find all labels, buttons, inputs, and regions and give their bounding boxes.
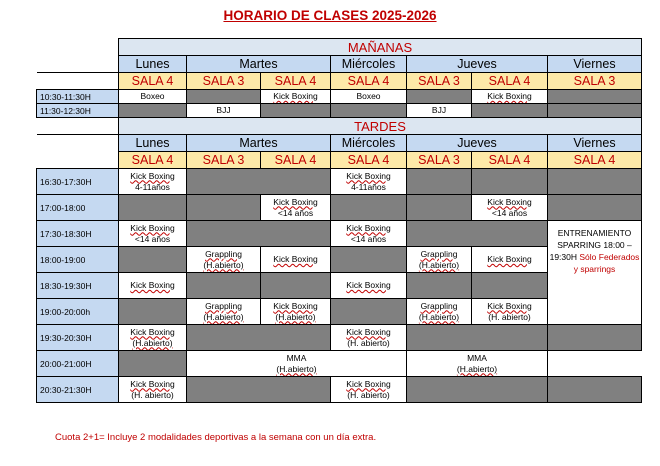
class-name: Kick Boxing	[130, 170, 175, 181]
empty-slot	[407, 169, 472, 195]
class-name: Kick Boxing	[130, 280, 175, 290]
time-slot: 17:00-18:00	[37, 195, 119, 221]
class-detail: (H. abierto)	[131, 389, 174, 400]
empty-slot	[187, 377, 331, 403]
empty-slot	[548, 169, 642, 195]
empty-slot	[472, 104, 548, 118]
day-viernes: Viernes	[548, 135, 642, 152]
class-detail: (H. abierto)	[488, 311, 531, 322]
empty-slot	[119, 195, 187, 221]
empty-slot	[548, 195, 642, 221]
day-miercoles: Miércoles	[331, 56, 407, 73]
class-cell: Boxeo	[119, 90, 187, 104]
class-cell	[407, 351, 548, 377]
class-cell	[331, 273, 407, 299]
class-name: Kick Boxing	[487, 254, 532, 264]
sala-header: SALA 3	[187, 73, 261, 90]
class-name: Kick Boxing	[130, 378, 175, 389]
empty-slot	[407, 325, 548, 351]
day-jueves: Jueves	[407, 56, 548, 73]
empty-slot	[548, 325, 642, 351]
empty-slot	[472, 169, 548, 195]
time-slot: 16:30-17:30H	[37, 169, 119, 195]
class-cell: BJJ	[187, 104, 261, 118]
sala-header: SALA 3	[187, 152, 261, 169]
sparring-title: SPARRING	[557, 240, 602, 250]
sala-header: SALA 4	[261, 152, 331, 169]
class-cell	[331, 325, 407, 351]
sparring-block	[548, 221, 642, 325]
empty-slot	[119, 351, 187, 377]
empty-slot	[548, 104, 642, 118]
class-detail: (H.abierto)	[418, 311, 460, 322]
day-martes: Martes	[187, 135, 331, 152]
class-cell	[407, 299, 472, 325]
class-detail: <14 años	[134, 233, 171, 244]
sparring-note: Sólo Federados y	[573, 252, 640, 274]
class-cell	[472, 247, 548, 273]
class-name: Kick Boxing	[346, 326, 391, 337]
class-cell	[187, 299, 261, 325]
class-name: MMA	[467, 352, 487, 363]
class-cell	[119, 325, 187, 351]
class-detail: (H.abierto)	[456, 363, 498, 374]
empty-slot	[331, 247, 407, 273]
empty-slot	[472, 273, 548, 299]
day-jueves: Jueves	[407, 135, 548, 152]
class-name: Kick Boxing	[346, 280, 391, 290]
sparring-title: ENTRENAMIENTO	[557, 228, 632, 238]
empty-slot	[187, 169, 331, 195]
sala-header: SALA 4	[331, 152, 407, 169]
class-cell	[472, 90, 548, 104]
class-name: Kick Boxing	[487, 196, 532, 207]
class-cell	[331, 377, 407, 403]
sala-header: SALA 3	[407, 73, 472, 90]
sala-header: SALA 4	[261, 73, 331, 90]
day-miercoles: Miércoles	[331, 135, 407, 152]
class-cell	[261, 247, 331, 273]
class-cell	[472, 195, 548, 221]
mananas-banner: MAÑANAS	[119, 39, 642, 56]
time-slot: 20:30-21:30H	[37, 377, 119, 403]
class-detail: (H.abierto)	[203, 259, 244, 270]
time-slot: 10:30-11:30H	[37, 90, 119, 104]
class-name: Grappling	[420, 300, 458, 311]
sala-header: SALA 4	[119, 73, 187, 90]
class-detail: (H.abierto)	[276, 363, 317, 374]
class-name: Kick Boxing	[273, 91, 318, 101]
day-lunes: Lunes	[119, 135, 187, 152]
sala-header: SALA 4	[119, 152, 187, 169]
class-cell	[119, 169, 187, 195]
class-detail: (H.abierto)	[203, 311, 244, 322]
class-detail: <14 años	[277, 207, 314, 218]
page-title: HORARIO DE CLASES 2025-2026	[223, 8, 437, 23]
empty-slot	[119, 104, 187, 118]
empty-slot	[407, 273, 472, 299]
class-cell	[119, 221, 187, 247]
empty-slot	[407, 90, 472, 104]
class-cell	[187, 351, 407, 377]
class-name: Kick Boxing	[346, 170, 391, 181]
class-cell	[261, 299, 331, 325]
class-cell	[472, 299, 548, 325]
class-detail: (H. abierto)	[347, 337, 390, 348]
class-name: Kick Boxing	[346, 222, 391, 233]
class-name: Grappling	[420, 248, 458, 259]
empty-slot	[407, 377, 548, 403]
class-name: Kick Boxing	[130, 326, 175, 337]
class-detail: (H.abierto)	[418, 259, 460, 270]
empty-slot	[331, 104, 407, 118]
sparring-note: sparrings	[580, 264, 616, 274]
class-name: Grappling	[205, 248, 242, 259]
time-slot: 11:30-12:30H	[37, 104, 119, 118]
class-detail: 4-11años	[351, 181, 386, 192]
class-cell: BJJ	[407, 104, 472, 118]
class-name: Kick Boxing	[273, 254, 318, 264]
class-detail: <14 años	[350, 233, 387, 244]
empty-slot	[187, 221, 331, 247]
day-viernes: Viernes	[548, 56, 642, 73]
class-name: Grappling	[205, 300, 242, 311]
time-slot: 19:30-20:30H	[37, 325, 119, 351]
empty-slot	[407, 195, 472, 221]
time-slot: 18:30-19:30H	[37, 273, 119, 299]
class-detail: <14 años	[491, 207, 528, 218]
day-martes: Martes	[187, 56, 331, 73]
class-name: Kick Boxing	[273, 196, 318, 207]
class-cell	[119, 273, 187, 299]
day-lunes: Lunes	[119, 56, 187, 73]
class-cell	[331, 221, 407, 247]
class-cell	[261, 195, 331, 221]
tardes-banner: TARDES	[119, 118, 642, 135]
time-slot: 20:00-21:00H	[37, 351, 119, 377]
empty-slot	[187, 325, 331, 351]
sala-header: SALA 3	[548, 73, 642, 90]
class-detail: (H. abierto)	[347, 389, 390, 400]
class-name: Kick Boxing	[487, 300, 532, 311]
class-cell	[119, 377, 187, 403]
sala-header: SALA 4	[472, 73, 548, 90]
class-name: MMA	[286, 352, 307, 363]
empty-slot	[331, 299, 407, 325]
fee-note: Cuota 2+1= Incluye 2 modalidades deportivas a la semana con un día extra.	[55, 432, 377, 443]
class-detail: (H.abierto)	[275, 311, 316, 322]
empty-slot	[261, 104, 331, 118]
class-name: Kick Boxing	[487, 91, 532, 101]
empty-slot	[187, 195, 261, 221]
empty-slot	[187, 273, 261, 299]
empty-slot	[187, 90, 261, 104]
class-cell	[187, 247, 261, 273]
empty-slot	[119, 299, 187, 325]
class-cell	[261, 90, 331, 104]
sala-header: SALA 4	[548, 152, 642, 169]
time-slot: 18:00-19:00	[37, 247, 119, 273]
empty-slot	[119, 247, 187, 273]
class-name: Kick Boxing	[346, 378, 391, 389]
sala-header: SALA 4	[472, 152, 548, 169]
empty-slot	[407, 221, 548, 247]
class-detail: (H.abierto)	[132, 337, 173, 348]
class-name: Kick Boxing	[273, 300, 318, 311]
class-detail: 4-11años	[135, 181, 170, 192]
class-cell	[407, 247, 472, 273]
time-slot: 19:00-20:00h	[37, 299, 119, 325]
class-cell	[331, 169, 407, 195]
time-slot: 17:30-18:30H	[37, 221, 119, 247]
empty-slot	[261, 273, 331, 299]
class-cell: Boxeo	[331, 90, 407, 104]
empty-slot	[331, 195, 407, 221]
empty-slot	[548, 377, 642, 403]
empty-slot	[548, 90, 642, 104]
sala-header: SALA 4	[331, 73, 407, 90]
schedule-table	[36, 38, 642, 403]
class-name: Kick Boxing	[130, 222, 175, 233]
sparring-time: 18:00 – 19:30H	[549, 240, 632, 262]
sala-header: SALA 3	[407, 152, 472, 169]
